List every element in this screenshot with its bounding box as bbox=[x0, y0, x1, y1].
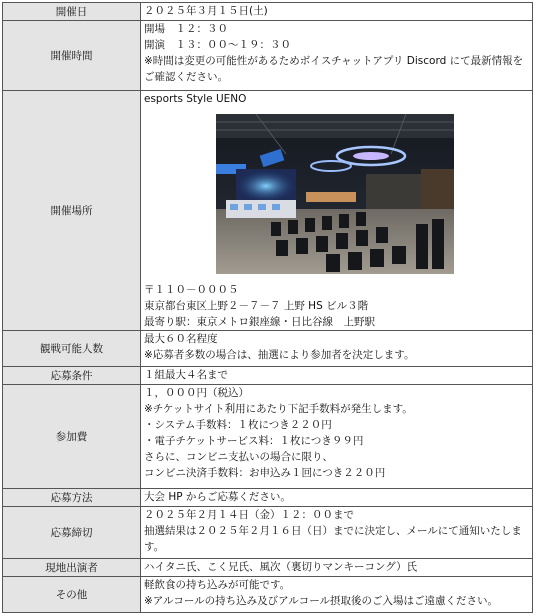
value-conditions bbox=[141, 367, 533, 385]
venue-postal: 〒１１０－０００５ bbox=[144, 284, 239, 296]
row-date bbox=[3, 3, 533, 21]
value-deadline bbox=[141, 507, 533, 559]
venue-address: 東京都台東区上野２－７－７ 上野 HS ビル３階 bbox=[144, 300, 369, 312]
venue-station: 最寄り駅：東京メトロ銀座線・日比谷線 上野駅 bbox=[144, 316, 375, 328]
fee-eticket: ・電子チケットサービス料：１枚につき９９円 bbox=[144, 435, 364, 447]
fee-note: ※チケットサイト利用にあたり下記手数料が発生します。 bbox=[144, 403, 413, 415]
value-other bbox=[141, 577, 533, 613]
label-other: その他 bbox=[3, 577, 141, 613]
row-conditions bbox=[3, 367, 533, 385]
value-venue bbox=[141, 91, 533, 331]
method-text: 大会 HP からご応募ください。 bbox=[144, 491, 291, 503]
event-info-table bbox=[2, 2, 533, 613]
value-performers bbox=[141, 559, 533, 577]
venue-photo bbox=[216, 114, 454, 274]
label-deadline: 応募締切 bbox=[3, 507, 141, 559]
fee-system: ・システム手数料：１枚につき２２０円 bbox=[144, 419, 332, 431]
row-fee bbox=[3, 385, 533, 489]
label-capacity: 観戦可能人数 bbox=[3, 331, 141, 367]
conditions-text: １組最大４名まで bbox=[144, 369, 228, 381]
open-time: 開場 １２：３０ bbox=[144, 23, 228, 35]
deadline-note: 抽選結果は２０２５年２月１６日（日）までに決定し、メールにて通知いたします。 bbox=[144, 525, 522, 553]
capacity-text: 最大６０名程度 bbox=[144, 333, 218, 345]
label-performers: 現地出演者 bbox=[3, 559, 141, 577]
row-performers bbox=[3, 559, 533, 577]
date-text: ２０２５年３月１５日(土) bbox=[144, 5, 268, 17]
start-time: 開演 １３：００～１９：３０ bbox=[144, 39, 291, 51]
label-time: 開催時間 bbox=[3, 21, 141, 91]
label-fee: 参加費 bbox=[3, 385, 141, 489]
deadline-text: ２０２５年２月１４日（金）１２：００まで bbox=[144, 509, 354, 521]
fee-conbini-intro: さらに、コンビニ支払いの場合に限り、 bbox=[144, 451, 333, 463]
other-text: 軽飲食の持ち込みが可能です。 bbox=[144, 579, 291, 591]
label-conditions: 応募条件 bbox=[3, 367, 141, 385]
value-date bbox=[141, 3, 533, 21]
venue-name: esports Style UENO bbox=[144, 93, 247, 105]
value-capacity bbox=[141, 331, 533, 367]
capacity-note: ※応募者多数の場合は、抽選により参加者を決定します。 bbox=[144, 349, 415, 361]
row-time bbox=[3, 21, 533, 91]
performers-text: ハイタニ氏、こく兄氏、風次（裏切りマンキーコング）氏 bbox=[144, 561, 418, 573]
row-method bbox=[3, 489, 533, 507]
time-note: ※時間は変更の可能性があるためボイスチャットアプリ Discord にて最新情報をご確認ください。 bbox=[144, 55, 524, 83]
label-venue: 開催場所 bbox=[3, 91, 141, 331]
row-venue bbox=[3, 91, 533, 331]
value-method bbox=[141, 489, 533, 507]
row-other bbox=[3, 577, 533, 613]
label-date: 開催日 bbox=[3, 3, 141, 21]
value-time bbox=[141, 21, 533, 91]
fee-price: １，０００円（税込） bbox=[144, 387, 249, 399]
value-fee bbox=[141, 385, 533, 489]
row-deadline bbox=[3, 507, 533, 559]
row-capacity bbox=[3, 331, 533, 367]
other-note: ※アルコールの持ち込み及びアルコール摂取後のご入場はご遠慮ください。 bbox=[144, 595, 499, 607]
fee-conbini: コンビニ決済手数料：お申込み１回につき２２０円 bbox=[144, 467, 386, 479]
label-method: 応募方法 bbox=[3, 489, 141, 507]
